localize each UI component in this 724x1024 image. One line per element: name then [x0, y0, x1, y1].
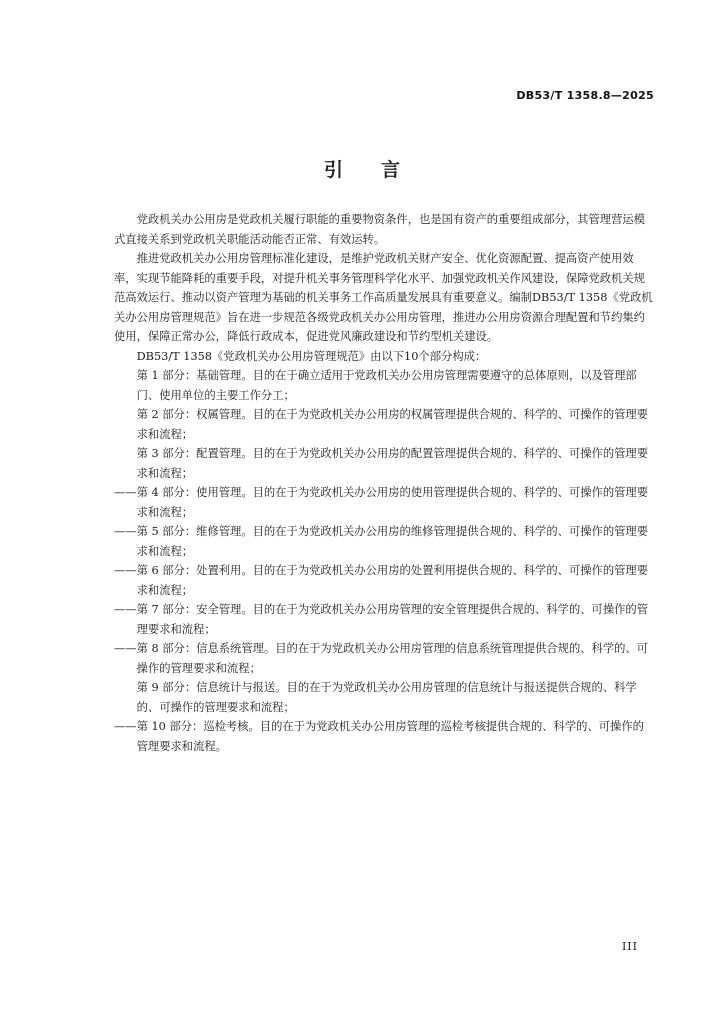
page-number: III: [621, 940, 638, 953]
dash-marker: ——: [114, 564, 137, 577]
part-text: 第 3 部分：配置管理。目的在于为党政机关办公用房的配置管理提供合规的、科学的、可操作的管理要求和流程；: [136, 447, 649, 480]
part-item: [114, 678, 654, 717]
dash-marker: ——: [114, 642, 137, 655]
part-item: [114, 405, 654, 444]
part-item: [114, 366, 654, 405]
part-item: [114, 639, 654, 678]
part-item: [114, 483, 654, 522]
part-text: 第 8 部分：信息系统管理。目的在于为党政机关办公用房管理的信息系统管理提供合规的、科学的、可操作的管理要求和流程；: [136, 642, 649, 675]
document-body: [114, 210, 654, 756]
dash-marker: ——: [114, 486, 137, 499]
dash-marker: ——: [114, 603, 137, 616]
parts-list: [114, 366, 654, 756]
part-text: 第 4 部分：使用管理。目的在于为党政机关办公用房的使用管理提供合规的、科学的、可操作的管理要求和流程；: [136, 486, 649, 519]
part-text: 第 7 部分：安全管理。目的在于为党政机关办公用房管理的安全管理提供合规的、科学的、可操作的管理要求和流程；: [136, 603, 649, 636]
parts-intro: DB53/T 1358《党政机关办公用房管理规范》由以下10个部分构成：: [136, 349, 487, 363]
part-text: 第 2 部分：权属管理。目的在于为党政机关办公用房的权属管理提供合规的、科学的、可操作的管理要求和流程；: [136, 408, 649, 441]
part-text: 第 6 部分：处置利用。目的在于为党政机关办公用房的处置利用提供合规的、科学的、可操作的管理要求和流程；: [136, 564, 649, 597]
dash-marker: ——: [114, 720, 137, 733]
part-item: [114, 717, 654, 756]
part-text: 第 9 部分：信息统计与报送。目的在于为党政机关办公用房管理的信息统计与报送提供合规的、科学的、可操作的管理要求和流程；: [136, 681, 637, 714]
paragraph: 党政机关办公用房是党政机关履行职能的重要物资条件，也是国有资产的重要组成部分，其管理营运模式直接关系到党政机关职能活动能否正常、有效运转。: [114, 213, 645, 246]
paragraph: 推进党政机关办公用房管理标准化建设，是维护党政机关财产安全、优化资源配置、提高资产使用效率，实现节能降耗的重要手段，对提升机关事务管理科学化水平、加强党政机关作风建设，保障党政机关规范高效运行、推动以资产管理为基础的机关事务工作高质量发展具有重要意义。编制DB53/T 1358《党政机关办公用房管理规范》旨在进一步规范各级党政机关办公用房管理，推进办公用房资源合理配置和节约集约使用，保障正常办公，降低行政成本，促进党风廉政建设和节约型机关建设。: [114, 252, 653, 343]
part-item: [114, 444, 654, 483]
part-text: 第 10 部分：巡检考核。目的在于为党政机关办公用房管理的巡检考核提供合规的、科学的、可操作的管理要求和流程。: [136, 720, 644, 753]
part-text: 第 5 部分：维修管理。目的在于为党政机关办公用房的维修管理提供合规的、科学的、可操作的管理要求和流程；: [136, 525, 649, 558]
page-title: 引言: [323, 159, 438, 181]
part-item: [114, 561, 654, 600]
part-item: [114, 600, 654, 639]
part-text: 第 1 部分：基础管理。目的在于确立适用于党政机关办公用房管理需要遵守的总体原则，以及管理部门、使用单位的主要工作分工；: [136, 369, 637, 402]
part-item: [114, 522, 654, 561]
dash-marker: ——: [114, 525, 137, 538]
standard-code: DB53/T 1358.8—2025: [516, 89, 654, 102]
